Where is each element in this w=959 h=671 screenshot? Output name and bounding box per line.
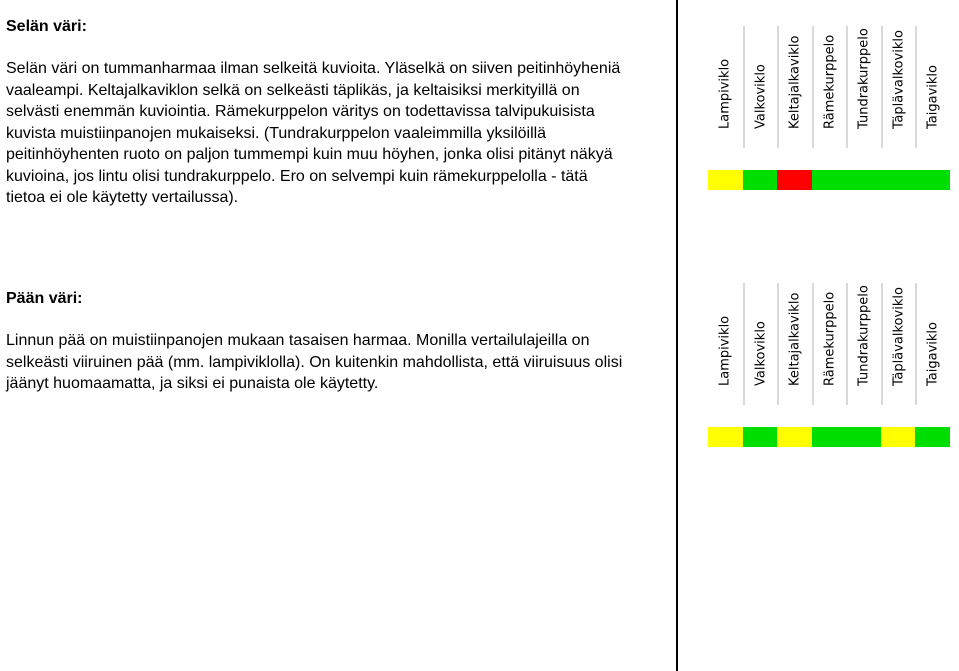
species-label: Taigaviklo <box>925 322 941 386</box>
species-label: Tundrakurppelo <box>856 28 872 129</box>
species-label: Keltajalkaviklo <box>787 35 803 129</box>
rating-cell <box>743 427 778 447</box>
rating-cell <box>915 170 950 190</box>
species-label: Täplävalkoviklo <box>891 30 907 129</box>
rating-cell <box>846 170 881 190</box>
species-header <box>881 283 916 405</box>
rating-cell <box>812 170 847 190</box>
species-label: Valkoviklo <box>753 321 769 386</box>
species-header <box>846 26 881 148</box>
rating-row <box>708 427 954 447</box>
rating-cell <box>708 170 743 190</box>
species-header <box>915 26 950 148</box>
section-text-head: Linnun pää on muistiinpanojen mukaan tasaisen harmaa. Monilla vertailulajeilla on selkeästi viiruinen pää (mm. lampiviklolla). On kuitenkin mahdollista, että viiruisuus olisi jäänyt huomaamatta, ja siksi ei punaista ole käytetty. <box>6 332 623 392</box>
species-header <box>777 283 812 405</box>
section-text-back: Selän väri on tummanharmaa ilman selkeitä kuvioita. Yläselkä on siiven peitinhöyheniä vaaleampi. Keltajalkaviklon selkä on selkeästi täplikäs, ja keltaisiksi merkityillä on selvästi enemmän kuviointia. Rämekurppelon väritys on todettavissa talvipukuisista kuvista muistiinpanojen mukaiseksi. (Tundrakurppelon vaaleimmilla yksilöillä peitinhöyhenten ruoto on paljon tummempi kuin muu höyhen, jonka olisi pitänyt näkyä kuvioina, jos lintu olisi tundrakurppelo. Ero on selvempi kuin rämekurppelolla - tätä tietoa ei ole käytetty vertailussa). <box>6 60 621 206</box>
species-header <box>812 283 847 405</box>
species-label: Valkoviklo <box>753 64 769 129</box>
rating-cell <box>881 427 916 447</box>
species-label: Taigaviklo <box>925 65 941 129</box>
species-label: Rämekurppelo <box>822 291 838 386</box>
species-header-row <box>708 283 954 405</box>
species-header <box>812 26 847 148</box>
rating-cell <box>777 427 812 447</box>
rating-cell <box>846 427 881 447</box>
species-header <box>846 283 881 405</box>
species-header <box>777 26 812 148</box>
species-header <box>708 26 743 148</box>
species-label: Keltajalkaviklo <box>787 292 803 386</box>
species-header <box>881 26 916 148</box>
species-header <box>915 283 950 405</box>
species-label: Täplävalkoviklo <box>891 287 907 386</box>
species-header <box>708 283 743 405</box>
rating-cell <box>881 170 916 190</box>
species-label: Tundrakurppelo <box>856 285 872 386</box>
species-label: Rämekurppelo <box>822 34 838 129</box>
vertical-divider <box>676 0 678 671</box>
species-label: Lampiviklo <box>717 58 733 129</box>
rating-cell <box>708 427 743 447</box>
species-header-row <box>708 26 954 148</box>
species-label: Lampiviklo <box>717 315 733 386</box>
rating-cell <box>743 170 778 190</box>
section-heading-back: Selän väri: <box>6 18 87 35</box>
section-heading-head: Pään väri: <box>6 290 83 307</box>
rating-cell <box>915 427 950 447</box>
species-header <box>743 283 778 405</box>
species-matrix-head <box>708 283 954 447</box>
rating-cell <box>777 170 812 190</box>
rating-row <box>708 170 954 190</box>
rating-cell <box>812 427 847 447</box>
species-matrix-back <box>708 26 954 190</box>
species-header <box>743 26 778 148</box>
